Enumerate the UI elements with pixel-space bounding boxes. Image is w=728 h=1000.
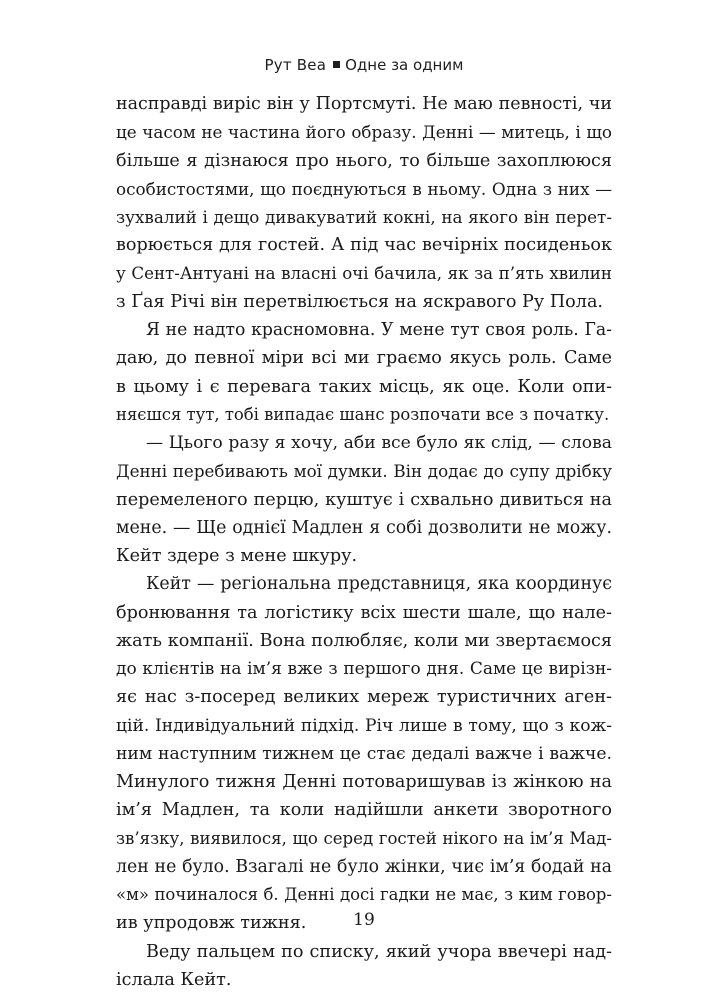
text-line: «м» починалося б. Денні досі гадки не має, з ким говор- [116,885,612,904]
text-line: іслала Кейт. [116,969,232,990]
text-line: зв’язку, виявилося, що серед гостей нікого на ім’я Мад- [116,828,612,848]
text-line: бронювання та логістику всіх шести шале, що нале- [116,602,612,623]
text-line: у Сент-Антуані на власні очі бачила, як за п’ять хвилин [116,263,612,283]
text-line: Денні перебивають мої думки. Він додає до супу дрібку [116,461,612,482]
text-line: це часом не частина його образу. Денні — митець, і що [116,122,612,143]
text-line: мене. — Ще однієї Мадлен я собі дозволити не можу. [116,517,612,538]
running-head-title: Одне за одним [345,56,464,74]
text-line: ворюється для гостей. А під час вечірніх посиденьок [116,235,612,256]
text-line: — Цього разу я хочу, аби все було як слід, — слова [146,433,612,453]
text-line: ив упродовж тижня. [116,913,307,934]
text-line: перемеленого перцю, куштує і схвально дивиться на [116,489,612,510]
separator-square-icon [333,61,340,68]
text-line: даю, до певної міри всі ми граємо якусь роль. Саме [116,348,612,369]
text-line: Веду пальцем по списку, який учора ввечері над- [146,941,612,962]
running-head-author: Рут Веа [264,56,327,74]
text-line: ім’я Мадлен, та коли надійшли анкети зворотного [116,800,612,821]
text-line: Минулого тижня Денні потоваришував із жінкою на [116,772,612,792]
text-line: жать компанії. Вона полюбляє, коли ми звертаємося [116,630,612,651]
text-line: Я не надто красномовна. У мене тут своя роль. Га- [146,320,612,340]
text-line: більше я дізнаюся про нього, то більше захоплююся [116,150,612,171]
running-head [0,56,728,74]
text-line: няєшся тут, тобі випадає шанс розпочати все з початку. [116,404,610,424]
text-line: до клієнтів на ім’я вже з першого дня. Саме це вирізн- [116,659,612,679]
text-line: насправді виріс він у Портсмуті. Не маю певності, чи [116,94,612,114]
text-line: яє нас з-посеред великих мереж туристичних аген- [116,687,612,708]
text-line: ним наступним тижнем це стає дедалі важче і важче. [116,743,612,764]
text-line: в цьому і є перевага таких місць, як оце. Коли опи- [116,376,612,397]
text-line: Кейт здере з мене шкуру. [116,546,358,566]
text-line: зухвалий і дещо дивакуватий кокні, на якого він перет- [116,207,612,227]
text-line: особистостями, що поєднуються в ньому. Одна з них — [116,178,612,199]
page-number: 19 [353,910,375,930]
body-text [116,90,612,994]
text-line: з Ґая Річі він перетвілюється на яскравого Ру Пола. [116,291,604,312]
text-line: цій. Індивідуальний підхід. Річ лише в тому, що з кож- [116,715,612,736]
text-line: лен не було. Взагалі не було жінки, чиє ім’я бодай на [116,856,612,877]
text-line: Кейт — регіональна представниця, яка координує [146,574,612,595]
